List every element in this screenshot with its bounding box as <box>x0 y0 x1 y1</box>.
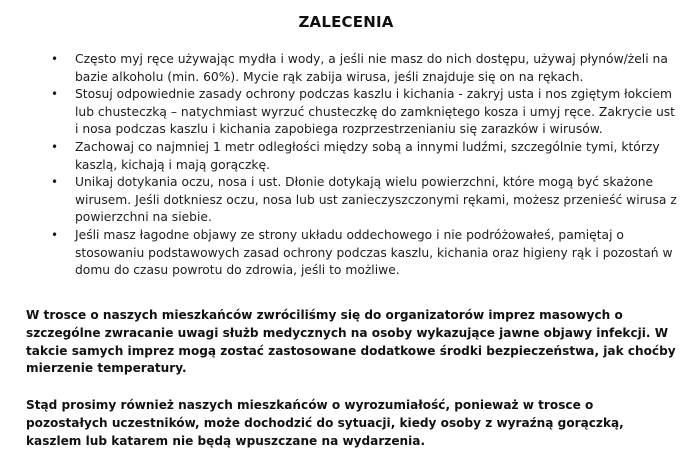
organizers-notice-paragraph: W trosce o naszych mieszkańców zwróciliśmy się do organizatorów imprez masowych o szczególne zwracanie uwagi służb medycznych na osoby wykazujące jawne objawy infekcji. W takcie samych imprez mogą zostać zastosowane dodatkowe środki bezpieczeństwa, jak choćby mierzenie temperatury. <box>26 308 676 376</box>
bullet-icon: • <box>51 87 59 102</box>
list-item-text: Unikaj dotykania oczu, nosa i ust. Dłonie dotykają wielu powierzchni, które mogą być skażone wirusem. Jeśli dotkniesz oczu, nosa lub ust zanieczyszczonymi rękami, możesz przenieść wirusa z powierzchni na siebie. <box>75 175 677 225</box>
document-title: ZALECENIA <box>298 13 394 31</box>
list-item <box>0 139 692 174</box>
bullet-icon: • <box>51 175 59 190</box>
list-item-text: Jeśli masz łagodne objawy ze strony układu oddechowego i nie podróżowałeś, pamiętaj o stosowaniu podstawowych zasad ochrony podczas kaszlu, kichania oraz higieny rąk i pozostań w domu do czasu powrotu do zdrowia, jeśli to możliwe. <box>75 227 673 278</box>
bullet-icon: • <box>51 227 59 242</box>
list-item-text: Stosuj odpowiednie zasady ochrony podczas kaszlu i kichania - zakryj usta i nos zgiętym łokciem lub chusteczką – natychmiast wyrzuć chusteczkę do zamkniętego kosza i umyj ręce. Zakrycie ust i nosa podczas kaszlu i kichania zapobiega rozprzestrzenianiu się zarazków i wirusów. <box>75 87 676 137</box>
list-item <box>0 51 692 86</box>
list-item-text: Często myj ręce używając mydła i wody, a jeśli nie masz do nich dostępu, używaj płynów/żeli na bazie alkoholu (min. 60%). Mycie rąk zabija wirusa, jeśli znajduje się on na rękach. <box>75 52 668 84</box>
list-item-text: Zachowaj co najmniej 1 metr odległości między sobą a innymi ludźmi, szczególnie tymi, którzy kaszlą, kichają i mają gorączkę. <box>75 139 660 172</box>
recommendations-list <box>0 51 692 280</box>
bullet-icon: • <box>51 139 59 154</box>
list-item <box>0 227 692 280</box>
understanding-request-paragraph: Stąd prosimy również naszych mieszkańców o wyrozumiałość, ponieważ w trosce o pozostałych uczestników, może dochodzić do sytuacji, kiedy osoby z wyraźną gorączką, kaszlem lub katarem nie będą wpuszczane na wydarzenia. <box>26 398 624 448</box>
list-item <box>0 174 692 227</box>
bullet-icon: • <box>51 52 59 66</box>
list-item <box>0 86 692 139</box>
